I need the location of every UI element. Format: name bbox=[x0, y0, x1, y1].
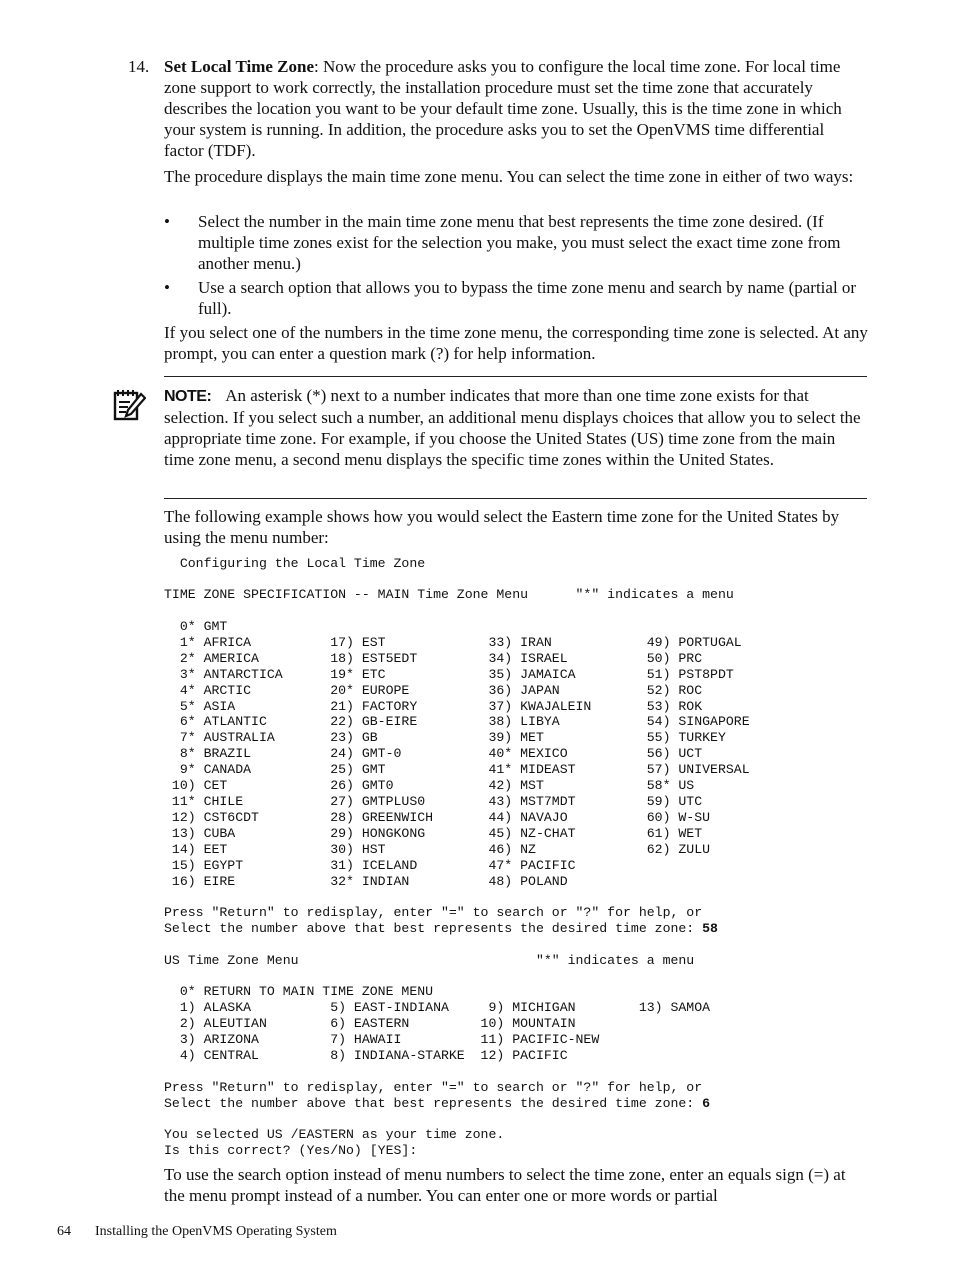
terminal-selected: You selected US /EASTERN as your time zone. bbox=[164, 1127, 505, 1142]
note-top-rule bbox=[164, 376, 867, 377]
footer-title: Installing the OpenVMS Operating System bbox=[95, 1224, 337, 1239]
terminal-prompt1-line1: Press "Return" to redisplay, enter "=" to search or "?" for help, or bbox=[164, 905, 703, 920]
menu-line: 1* AFRICA 17) EST 33) IRAN 49) PORTUGAL bbox=[164, 634, 742, 650]
example-intro: The following example shows how you would select the Eastern time zone for the United States by using the menu number: bbox=[164, 507, 840, 547]
menu-line: 3* ANTARCTICA 19* ETC 35) JAMAICA 51) PST8PDT bbox=[164, 666, 734, 682]
bullet-icon: • bbox=[164, 278, 170, 297]
page-number: 64 bbox=[57, 1224, 71, 1239]
step-title: Set Local Time Zone bbox=[164, 57, 315, 76]
menu-line: 1) ALASKA 5) EAST-INDIANA 9) MICHIGAN 13) SAMOA bbox=[164, 999, 711, 1015]
step-para2: The procedure displays the main time zone menu. You can select the time zone in either of two ways: bbox=[164, 167, 854, 186]
step-intro bbox=[164, 56, 868, 161]
bullet-text: Use a search option that allows you to bypass the time zone menu and search by name (partial or full). bbox=[198, 278, 857, 318]
menu-line: 5* ASIA 21) FACTORY 37) KWAJALEIN 53) ROK bbox=[164, 698, 703, 714]
menu-line: 3) ARIZONA 7) HAWAII 11) PACIFIC-NEW bbox=[164, 1031, 600, 1047]
terminal-main-menu bbox=[164, 619, 750, 889]
terminal-prompt2-line1: Press "Return" to redisplay, enter "=" to search or "?" for help, or bbox=[164, 1080, 703, 1095]
step-para3: If you select one of the numbers in the time zone menu, the corresponding time zone is selected. At any prompt, you can enter a question mark (?) for help information. bbox=[164, 323, 868, 363]
prompt-answer: 58 bbox=[702, 921, 718, 936]
menu-line: 9* CANADA 25) GMT 41* MIDEAST 57) UNIVERSAL bbox=[164, 762, 750, 778]
page-footer bbox=[57, 1223, 337, 1241]
closing-paragraph: To use the search option instead of menu numbers to select the time zone, enter an equals sign (=) at the menu prompt instead of a number. You can enter one or more words or partial bbox=[164, 1165, 846, 1205]
menu-line: 8* BRAZIL 24) GMT-0 40* MEXICO 56) UCT bbox=[164, 746, 703, 762]
bullet-icon: • bbox=[164, 212, 170, 231]
menu-line: 4) CENTRAL 8) INDIANA-STARKE 12) PACIFIC bbox=[164, 1047, 568, 1063]
note-label: NOTE: bbox=[164, 388, 212, 405]
terminal-prompt2-line2 bbox=[164, 1096, 710, 1112]
note-text: An asterisk (*) next to a number indicates that more than one time zone exists for that selection. If you select such a number, an additional menu displays choices that allow you to select the appropriate time zone. For example, if you choose the United States (US) time zone from the main time zone menu, a second menu displays the specific time zones within the United States. bbox=[164, 386, 861, 469]
prompt-text: Select the number above that best represents the desired time zone: bbox=[164, 1096, 703, 1111]
terminal-prompt1-line2 bbox=[164, 921, 718, 937]
menu-line: 16) EIRE 32* INDIAN 48) POLAND bbox=[164, 873, 568, 889]
prompt-answer: 6 bbox=[702, 1096, 711, 1111]
menu-line: 7* AUSTRALIA 23) GB 39) MET 55) TURKEY bbox=[164, 730, 726, 746]
menu-line: 2* AMERICA 18) EST5EDT 34) ISRAEL 50) PRC bbox=[164, 650, 703, 666]
menu-line: 6* ATLANTIC 22) GB-EIRE 38) LIBYA 54) SINGAPORE bbox=[164, 714, 750, 730]
terminal-configuring: Configuring the Local Time Zone bbox=[164, 556, 426, 571]
terminal-confirm: Is this correct? (Yes/No) [YES]: bbox=[164, 1143, 418, 1158]
step-number: 14. bbox=[128, 57, 150, 76]
bullet-text: Select the number in the main time zone menu that best represents the time zone desired. (If multiple time zones exist for the selection you make, you must select the exact time zone from another menu.) bbox=[198, 212, 841, 273]
prompt-text: Select the number above that best represents the desired time zone: bbox=[164, 921, 703, 936]
menu-line: 4* ARCTIC 20* EUROPE 36) JAPAN 52) ROC bbox=[164, 682, 703, 698]
terminal-us-menu bbox=[164, 984, 710, 1064]
terminal-us-header: US Time Zone Menu "*" indicates a menu bbox=[164, 953, 695, 968]
menu-line: 2) ALEUTIAN 6) EASTERN 10) MOUNTAIN bbox=[164, 1015, 576, 1031]
menu-line: 11* CHILE 27) GMTPLUS0 43) MST7MDT 59) UTC bbox=[164, 793, 703, 809]
menu-line: 10) CET 26) GMT0 42) MST 58* US bbox=[164, 778, 695, 794]
terminal-main-header: TIME ZONE SPECIFICATION -- MAIN Time Zone Menu "*" indicates a menu bbox=[164, 587, 734, 602]
note-block bbox=[164, 385, 867, 470]
menu-line: 14) EET 30) HST 46) NZ 62) ZULU bbox=[164, 841, 711, 857]
note-pad-icon bbox=[112, 388, 146, 422]
menu-line: 13) CUBA 29) HONGKONG 45) NZ-CHAT 61) WET bbox=[164, 825, 703, 841]
menu-line: 0* GMT bbox=[164, 619, 228, 634]
menu-line: 0* RETURN TO MAIN TIME ZONE MENU bbox=[164, 984, 434, 999]
menu-line: 15) EGYPT 31) ICELAND 47* PACIFIC bbox=[164, 857, 576, 873]
menu-line: 12) CST6CDT 28) GREENWICH 44) NAVAJO 60) W-SU bbox=[164, 809, 711, 825]
step-intro-text: : Now the procedure asks you to configure the local time zone. For local time zone support to work correctly, the installation procedure must set the time zone that accurately describes the location you want to be your default time zone. Usually, this is the time zone in which your system is running. In addition, the procedure asks you to set the OpenVMS time differential factor (TDF). bbox=[164, 57, 842, 160]
note-bottom-rule bbox=[164, 498, 867, 499]
